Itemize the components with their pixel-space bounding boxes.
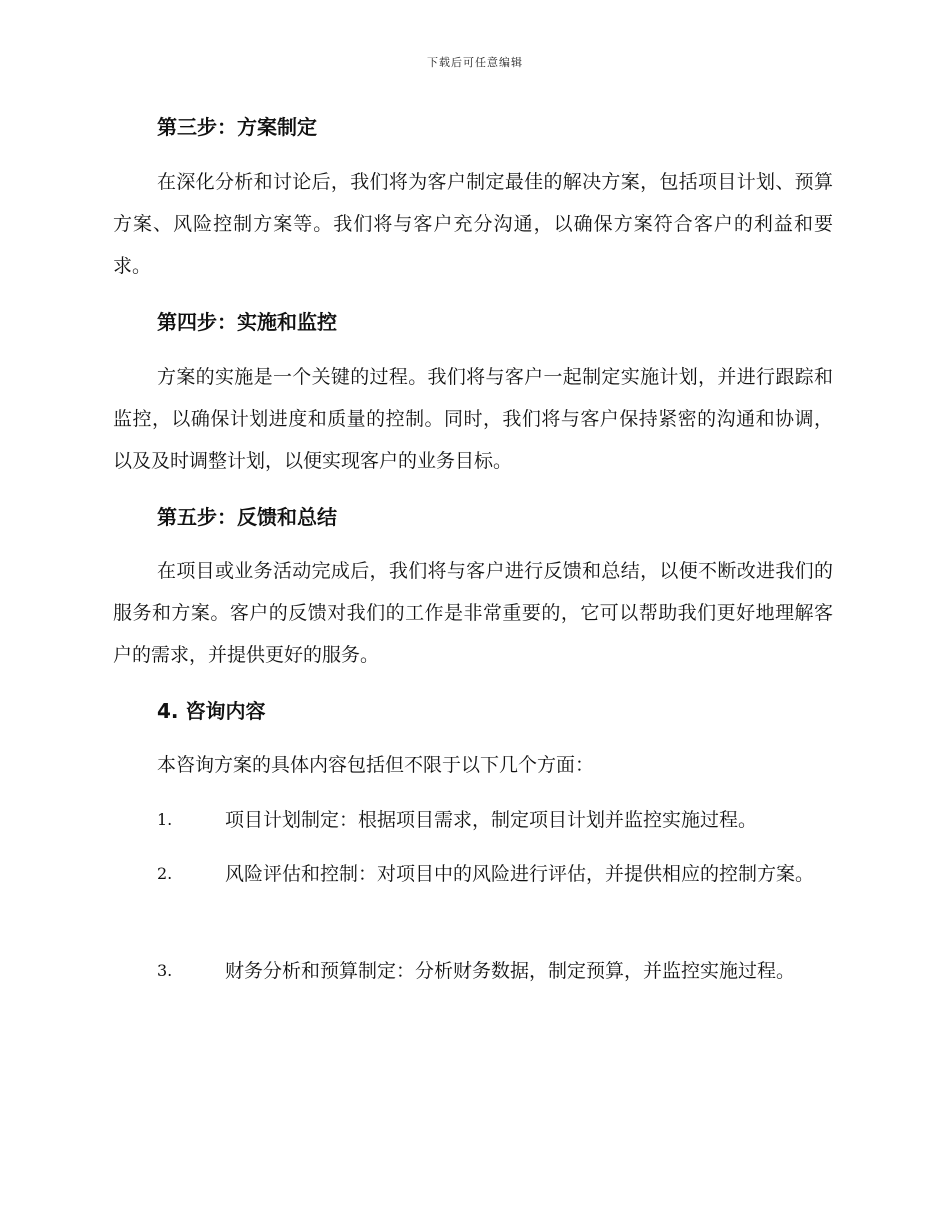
list-item-text: 项目计划制定：根据项目需求，制定项目计划并监控实施过程。: [225, 809, 758, 831]
section-heading-step4: 第四步：实施和监控: [157, 310, 337, 334]
list-item-number: 3.: [157, 961, 173, 980]
list-item-text: 风险评估和控制：对项目中的风险进行评估，并提供相应的控制方案。: [225, 863, 815, 885]
section-heading-step5: 第五步：反馈和总结: [157, 505, 337, 529]
section-paragraph-step4: 方案的实施是一个关键的过程。我们将与客户一起制定实施计划，并进行跟踪和监控，以确保计划进度和质量的控制。同时，我们将与客户保持紧密的沟通和协调，以及及时调整计划，以便实现客户的业务目标。: [113, 366, 833, 472]
list-item: [113, 799, 833, 841]
list-item-number: 1.: [157, 810, 173, 829]
consulting-heading: 4. 咨询内容: [157, 699, 266, 723]
page-header-note: 下载后可任意编辑: [427, 56, 523, 69]
consulting-intro: 本咨询方案的具体内容包括但不限于以下几个方面：: [157, 754, 595, 776]
list-item: [113, 950, 833, 992]
list-item: [113, 853, 833, 895]
list-item-number: 2.: [157, 864, 173, 883]
section-paragraph-step5: 在项目或业务活动完成后，我们将与客户进行反馈和总结，以便不断改进我们的服务和方案。客户的反馈对我们的工作是非常重要的，它可以帮助我们更好地理解客户的需求，并提供更好的服务。: [113, 560, 833, 666]
section-paragraph-step3: 在深化分析和讨论后，我们将为客户制定最佳的解决方案，包括项目计划、预算方案、风险控制方案等。我们将与客户充分沟通，以确保方案符合客户的利益和要求。: [113, 171, 833, 277]
section-heading-step3: 第三步：方案制定: [157, 115, 317, 139]
list-item-text: 财务分析和预算制定：分析财务数据，制定预算，并监控实施过程。: [225, 960, 796, 982]
